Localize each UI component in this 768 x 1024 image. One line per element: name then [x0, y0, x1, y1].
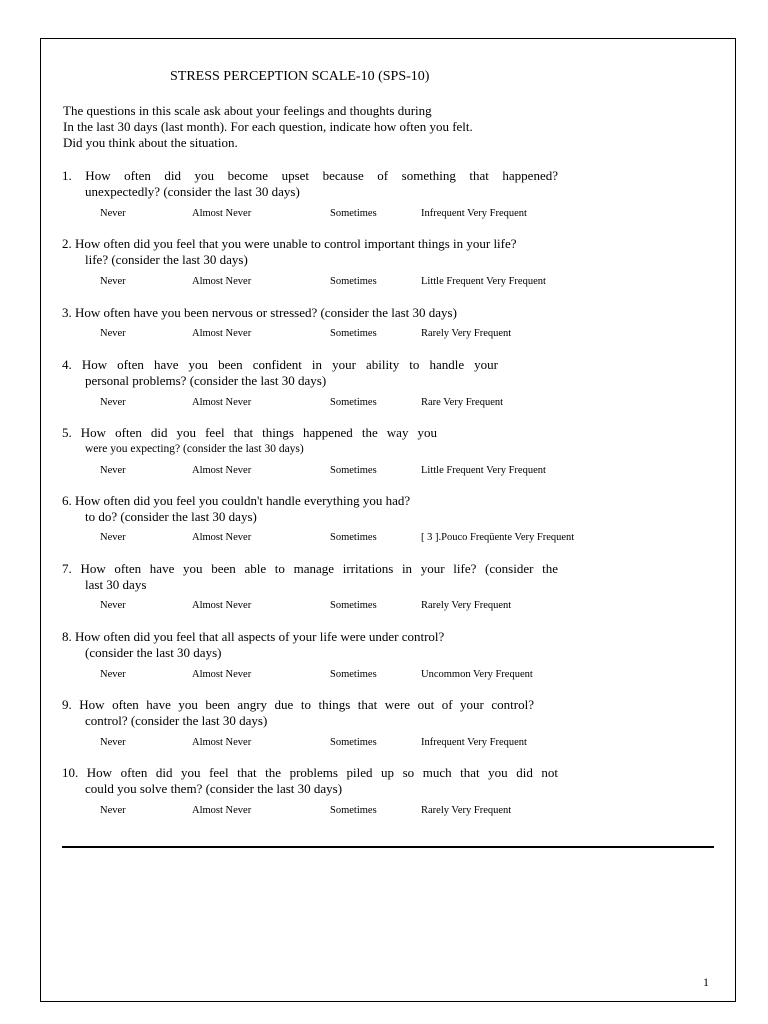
option-never[interactable]: Never — [100, 397, 126, 408]
option-frequency[interactable]: Uncommon Very Frequent — [421, 669, 533, 680]
option-almost-never[interactable]: Almost Never — [192, 669, 252, 680]
option-never[interactable]: Never — [100, 805, 126, 816]
option-almost-never[interactable]: Almost Never — [192, 600, 252, 611]
question-continuation: control? (consider the last 30 days) — [85, 713, 268, 728]
option-frequency[interactable]: Little Frequent Very Frequent — [421, 465, 546, 476]
question-text: 7. How often have you been able to manage irritations in your life? (consider the — [62, 561, 558, 576]
question-continuation: last 30 days — [85, 577, 147, 592]
answer-options-3 — [100, 328, 620, 342]
option-never[interactable]: Never — [100, 669, 126, 680]
question-text: 6. How often did you feel you couldn't handle everything you had? — [62, 493, 411, 508]
option-never[interactable]: Never — [100, 328, 126, 339]
option-never[interactable]: Never — [100, 276, 126, 287]
option-almost-never[interactable]: Almost Never — [192, 397, 252, 408]
option-never[interactable]: Never — [100, 600, 126, 611]
page-number: 1 — [703, 975, 709, 989]
question-2 — [62, 236, 558, 268]
option-frequency[interactable]: Little Frequent Very Frequent — [421, 276, 546, 287]
question-5 — [62, 425, 437, 457]
option-frequency[interactable]: Rarely Very Frequent — [421, 600, 512, 611]
option-sometimes[interactable]: Sometimes — [330, 208, 377, 219]
option-almost-never[interactable]: Almost Never — [192, 532, 252, 543]
answer-options-4 — [100, 397, 620, 411]
question-4 — [62, 357, 498, 389]
option-sometimes[interactable]: Sometimes — [330, 328, 377, 339]
option-frequency[interactable]: Rarely Very Frequent — [421, 805, 512, 816]
horizontal-rule — [62, 846, 714, 848]
option-almost-never[interactable]: Almost Never — [192, 276, 252, 287]
question-9 — [62, 697, 534, 729]
question-continuation: to do? (consider the last 30 days) — [85, 509, 257, 524]
option-never[interactable]: Never — [100, 532, 126, 543]
answer-options-2 — [100, 276, 620, 290]
question-text: 9. How often have you been angry due to things that were out of your control? — [62, 697, 534, 712]
answer-options-7 — [100, 600, 620, 614]
question-text: 2. How often did you feel that you were unable to control important things in your life? — [62, 236, 517, 251]
answer-options-8 — [100, 669, 620, 683]
question-continuation: life? (consider the last 30 days) — [85, 252, 248, 267]
option-almost-never[interactable]: Almost Never — [192, 328, 252, 339]
option-never[interactable]: Never — [100, 737, 126, 748]
option-frequency[interactable]: Infrequent Very Frequent — [421, 737, 527, 748]
option-sometimes[interactable]: Sometimes — [330, 532, 377, 543]
option-almost-never[interactable]: Almost Never — [192, 465, 252, 476]
page-title: STRESS PERCEPTION SCALE-10 (SPS-10) — [170, 69, 430, 84]
option-almost-never[interactable]: Almost Never — [192, 208, 252, 219]
option-never[interactable]: Never — [100, 208, 126, 219]
option-sometimes[interactable]: Sometimes — [330, 805, 377, 816]
option-sometimes[interactable]: Sometimes — [330, 465, 377, 476]
option-almost-never[interactable]: Almost Never — [192, 737, 252, 748]
question-7 — [62, 561, 558, 593]
option-frequency[interactable]: Rarely Very Frequent — [421, 328, 512, 339]
option-sometimes[interactable]: Sometimes — [330, 669, 377, 680]
question-continuation: personal problems? (consider the last 30 days) — [85, 373, 327, 388]
option-frequency[interactable]: Rare Very Frequent — [421, 397, 504, 408]
option-sometimes[interactable]: Sometimes — [330, 397, 377, 408]
question-text: 4. How often have you been confident in your ability to handle your — [62, 357, 498, 372]
option-never[interactable]: Never — [100, 465, 126, 476]
option-frequency[interactable]: [ 3 ].Pouco Freqüente Very Frequent — [421, 532, 575, 543]
question-3 — [62, 305, 558, 321]
question-text: 10. How often did you feel that the problems piled up so much that you did not — [62, 765, 558, 780]
question-continuation: could you solve them? (consider the last 30 days) — [85, 781, 343, 796]
option-sometimes[interactable]: Sometimes — [330, 737, 377, 748]
question-6 — [62, 493, 558, 525]
intro-paragraph — [63, 103, 473, 151]
question-1 — [62, 168, 558, 200]
question-continuation: (consider the last 30 days) — [85, 645, 222, 660]
intro-line: The questions in this scale ask about your feelings and thoughts during — [63, 103, 432, 118]
answer-options-5 — [100, 465, 620, 479]
option-sometimes[interactable]: Sometimes — [330, 276, 377, 287]
question-continuation: were you expecting? (consider the last 30 days) — [85, 443, 304, 455]
option-sometimes[interactable]: Sometimes — [330, 600, 377, 611]
option-almost-never[interactable]: Almost Never — [192, 805, 252, 816]
question-continuation: unexpectedly? (consider the last 30 days) — [85, 184, 300, 199]
option-frequency[interactable]: Infrequent Very Frequent — [421, 208, 527, 219]
question-8 — [62, 629, 558, 661]
answer-options-1 — [100, 208, 620, 222]
question-text: 5. How often did you feel that things happened the way you — [62, 425, 437, 440]
question-text: 8. How often did you feel that all aspects of your life were under control? — [62, 629, 445, 644]
answer-options-6 — [100, 532, 620, 546]
answer-options-9 — [100, 737, 620, 751]
question-text: 3. How often have you been nervous or stressed? (consider the last 30 days) — [62, 305, 457, 320]
question-10 — [62, 765, 558, 797]
answer-options-10 — [100, 805, 620, 819]
intro-line: Did you think about the situation. — [63, 135, 238, 150]
intro-line: In the last 30 days (last month). For each question, indicate how often you felt. — [63, 119, 473, 134]
question-text: 1. How often did you become upset because of something that happened? — [62, 168, 558, 183]
